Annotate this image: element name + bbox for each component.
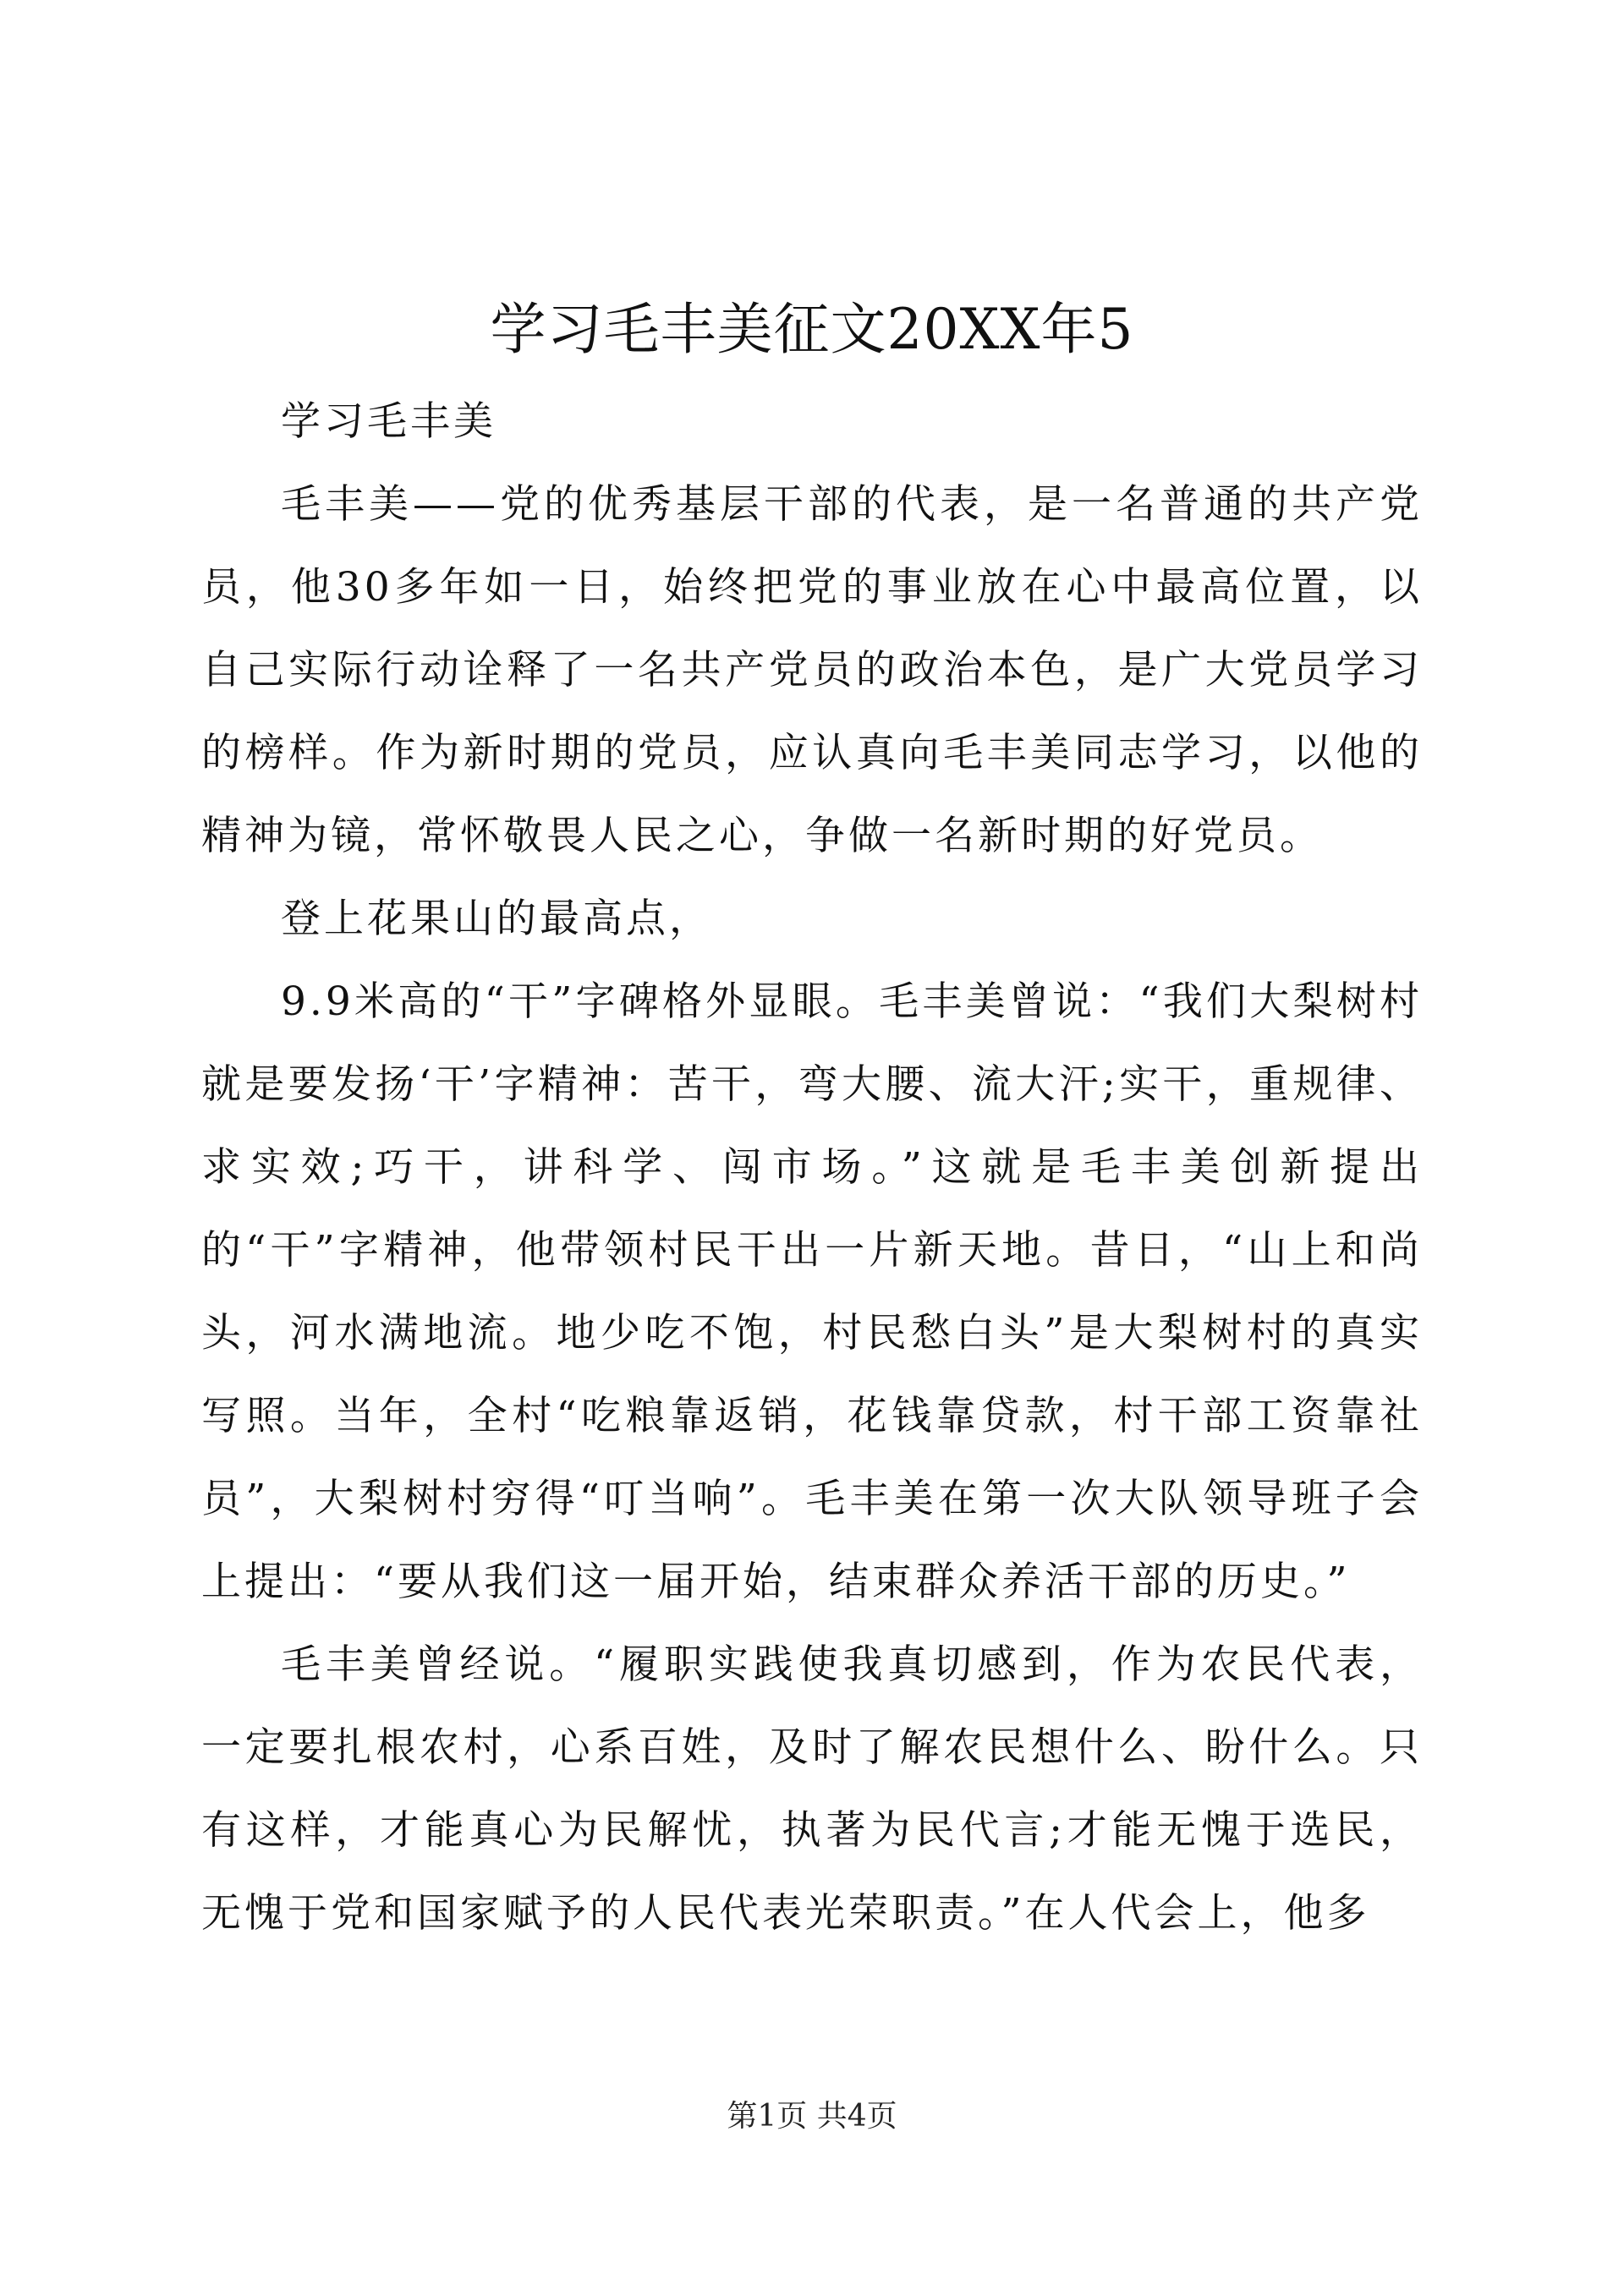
page-number-label: 第1页 共4页 <box>727 2099 897 2134</box>
paragraph-subtitle: 学习毛丰美 <box>281 398 497 445</box>
document-body <box>201 381 1423 1955</box>
document-title: 学习毛丰美征文20XX年5 <box>490 297 1134 362</box>
paragraph-representative: 毛丰美曾经说。“履职实践使我真切感到，作为农民代表，一定要扎根农村，心系百姓，及时了解农民想什么、盼什么。只有这样，才能真心为民解忧，执著为民代言;才能无愧于选民，无愧于党和国家赋予的人民代表光荣职责。”在人代会上，他多 <box>201 1641 1423 1937</box>
page-footer <box>0 2096 1624 2138</box>
paragraph-intro: 毛丰美——党的优秀基层干部的代表，是一名普通的共产党员，他30多年如一日，始终把党的事业放在心中最高位置，以自己实际行动诠释了一名共产党员的政治本色，是广大党员学习的榜样。作为新时期的党员，应认真向毛丰美同志学习，以他的精神为镜，常怀敬畏人民之心，争做一名新时期的好党员。 <box>201 481 1423 859</box>
paragraph-huaguoshan: 登上花果山的最高点， <box>281 896 712 942</box>
paragraph-gan-spirit: 9.9米高的“干”字碑格外显眼。毛丰美曾说：“我们大梨树村就是要发扬‘干’字精神：苦干，弯大腰、流大汗;实干，重规律、求实效;巧干，讲科学、闯市场。”这就是毛丰美创新提出的“干”字精神，他带领村民干出一片新天地。昔日，“山上和尚头，河水满地流。地少吃不饱，村民愁白头”是大梨树村的真实写照。当年，全村“吃粮靠返销，花钱靠贷款，村干部工资靠社员”，大梨树村穷得“叮当响”。毛丰美在第一次大队领导班子会上提出：“要从我们这一届开始，结束群众养活干部的历史。” <box>201 978 1423 1605</box>
